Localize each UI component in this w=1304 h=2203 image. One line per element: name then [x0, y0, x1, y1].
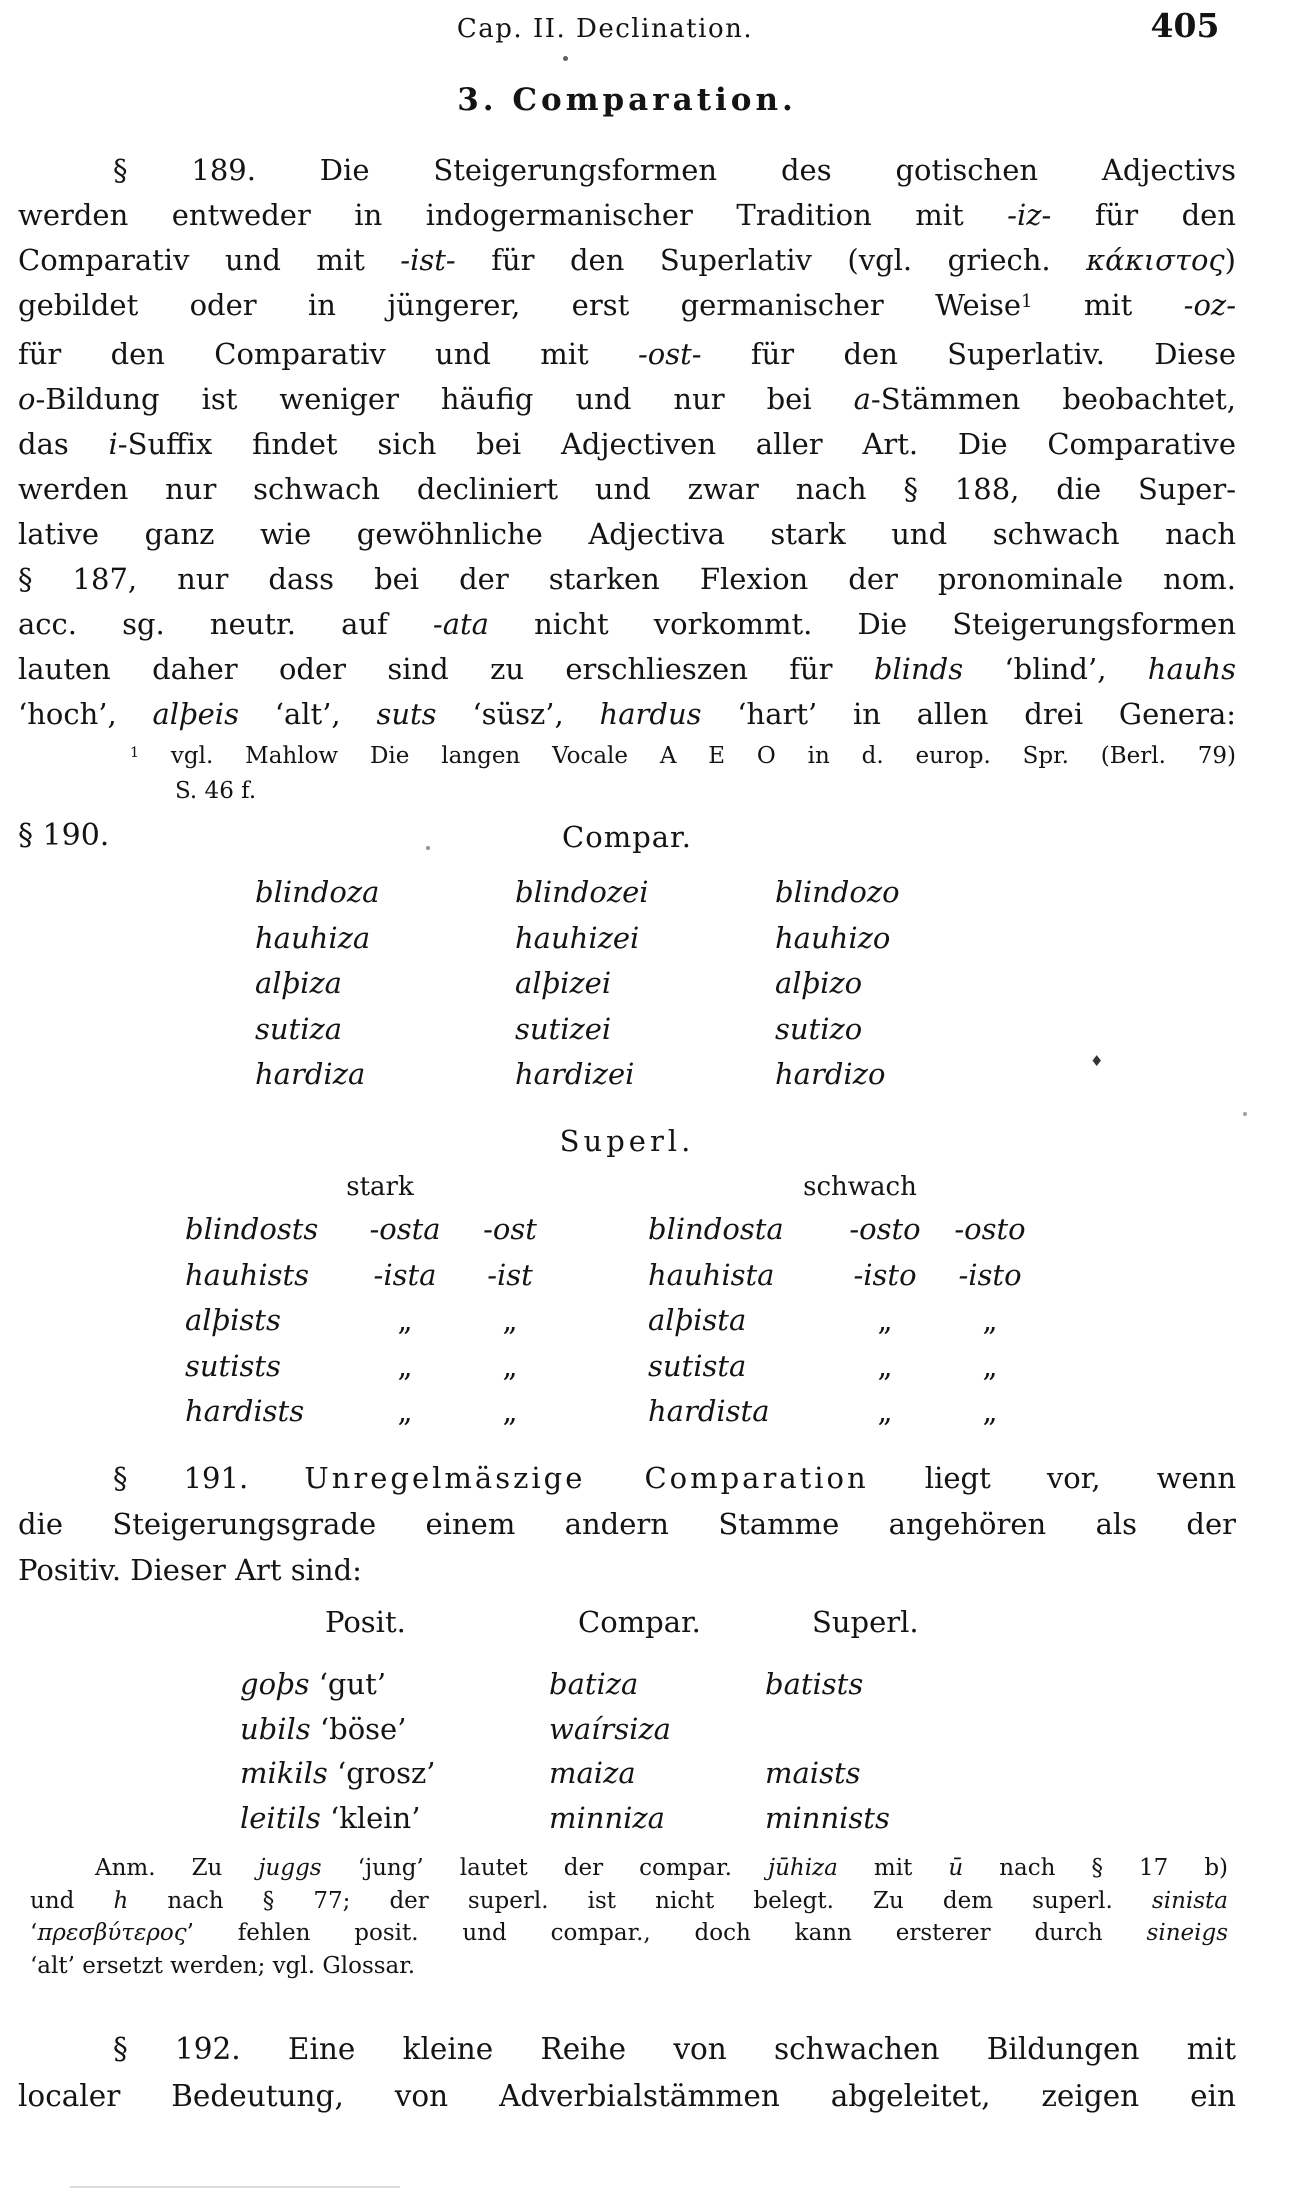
paradigm-cell: blindosta — [648, 1212, 784, 1246]
ditto-mark: „ — [982, 1348, 998, 1383]
ditto-mark: „ — [397, 1303, 413, 1337]
text-line: gebildet oder in jüngerer, erst germanischer Weise$^1$ mit -oz- — [18, 288, 1236, 322]
table-row — [648, 1344, 1045, 1390]
ditto-mark: „ — [502, 1303, 518, 1337]
superlative-table-heading: Superl. — [559, 1124, 695, 1158]
paradigm-cell: -osta — [369, 1212, 441, 1246]
table-row — [648, 1389, 1045, 1435]
paradigm-cell: hardists — [185, 1394, 305, 1428]
paradigm-cell: alþizei — [515, 966, 612, 1000]
table-row — [648, 1298, 1045, 1344]
paradigm-cell: leitils ‘klein’ — [240, 1800, 421, 1835]
table-row — [240, 1796, 1236, 1841]
comparative-table-heading: Compar. — [562, 820, 692, 854]
section-heading: 3. Comparation. — [457, 82, 797, 118]
paradigm-cell: blindozei — [515, 875, 649, 909]
ditto-mark: „ — [877, 1303, 893, 1337]
paradigm-cell: hardizo — [775, 1057, 886, 1091]
paradigm-cell: mikils ‘grosz’ — [240, 1756, 436, 1790]
paradigm-cell: alþiza — [255, 966, 342, 1000]
table-row — [185, 1207, 565, 1253]
superlative-weak-table — [648, 1207, 1045, 1435]
paradigm-cell: -isto — [958, 1257, 1022, 1292]
paradigm-cell: hardiza — [255, 1057, 366, 1091]
paradigm-cell: hardista — [648, 1394, 770, 1428]
paragraph-190-label: § 190. — [18, 818, 110, 853]
column-header-posit: Posit. — [325, 1605, 406, 1639]
table-row — [648, 1253, 1045, 1299]
paradigm-cell — [765, 1707, 1236, 1752]
paradigm-cell: -ist — [487, 1257, 533, 1292]
scan-speck — [563, 56, 568, 61]
text-line: § 192. Eine kleine Reihe von schwachen Bildungen mit — [113, 2032, 1236, 2066]
running-header: Cap. II. Declination. — [456, 14, 754, 44]
paradigm-cell: hauhizei — [515, 920, 640, 955]
ditto-mark: „ — [982, 1303, 998, 1337]
ditto-mark: „ — [877, 1394, 893, 1428]
paradigm-cell: -ista — [373, 1257, 437, 1292]
paradigm-cell: batiza — [549, 1667, 639, 1701]
ditto-mark: „ — [877, 1348, 893, 1383]
paradigm-cell: alþists — [185, 1303, 281, 1337]
paradigm-cell: waírsiza — [549, 1711, 671, 1746]
paradigm-cell: sutizei — [515, 1011, 612, 1046]
ditto-mark: „ — [502, 1394, 518, 1428]
paradigm-cell: -osto — [954, 1212, 1026, 1246]
text-line: Positiv. Dieser Art sind: — [18, 1553, 362, 1587]
annotation-line: ‘πρεσβύτερος’ fehlen posit. und compar., doch kann ersterer durch sineigs — [30, 1920, 1228, 1946]
annotation-line: Anm. Zu juggs ‘jung’ lautet der compar. jūhiza mit ū nach § 17 b) — [95, 1855, 1229, 1881]
text-line: § 189. Die Steigerungsformen des gotischen Adjectivs — [113, 153, 1236, 187]
irregular-table-header — [0, 1605, 1304, 1650]
scan-speck — [426, 846, 430, 850]
superlative-strong-table — [185, 1207, 565, 1435]
text-line: lauten daher oder sind zu erschlieszen für blinds ‘blind’, hauhs — [18, 652, 1236, 686]
paradigm-cell: hauhizo — [775, 920, 891, 955]
comparative-paradigm-table — [18, 870, 1236, 1098]
page-number: 405 — [1150, 6, 1220, 45]
paradigm-cell: goþs ‘gut’ — [240, 1667, 387, 1701]
paradigm-cell: blindozo — [775, 875, 900, 909]
scan-speck — [1243, 1112, 1247, 1116]
ditto-mark: „ — [397, 1348, 413, 1383]
paradigm-cell: blindoza — [255, 875, 380, 909]
paradigm-cell: minnists — [765, 1800, 890, 1835]
paradigm-cell: -ost — [483, 1212, 537, 1246]
paradigm-cell: ubils ‘böse’ — [240, 1711, 407, 1746]
column-label-schwach: schwach — [803, 1172, 917, 1202]
footnote-line: $^1$ vgl. Mahlow Die langen Vocale A E O in d. europ. Spr. (Berl. 79) — [130, 743, 1236, 769]
paradigm-cell: -osto — [849, 1212, 921, 1246]
paradigm-cell: blindosts — [185, 1212, 319, 1246]
text-line: die Steigerungsgrade einem andern Stamme angehören als der — [18, 1507, 1236, 1541]
paradigm-cell: maiza — [549, 1756, 636, 1790]
text-line: § 191. Unregelmäszige Comparation liegt vor, wenn — [113, 1461, 1237, 1495]
text-line: das i-Suffix findet sich bei Adjectiven aller Art. Die Comparative — [18, 427, 1236, 461]
paradigm-cell: hauhista — [648, 1257, 775, 1292]
table-row — [255, 916, 1236, 962]
text-line: ‘hoch’, alþeis ‘alt’, suts ‘süsz’, hardus ‘hart’ in allen drei Genera: — [18, 697, 1237, 731]
annotation-line: ‘alt’ ersetzt werden; vgl. Glossar. — [30, 1952, 416, 1979]
paradigm-cell: sutizo — [775, 1011, 863, 1046]
paradigm-cell: hardizei — [515, 1057, 635, 1091]
irregular-comparison-table — [18, 1662, 1236, 1840]
footnote-line: S. 46 f. — [175, 778, 257, 804]
diamond-ornament: ♦ — [1090, 1052, 1104, 1070]
annotation-line: und h nach § 77; der superl. ist nicht belegt. Zu dem superl. sinista — [30, 1887, 1228, 1914]
paragraph-191 — [18, 1455, 1236, 1593]
paradigm-cell: sutists — [185, 1348, 281, 1383]
table-row — [255, 961, 1236, 1007]
footnote — [18, 740, 1236, 807]
text-line: werden nur schwach decliniert und zwar nach § 188, die Super- — [18, 472, 1236, 506]
table-row — [255, 870, 1236, 916]
column-header-superl: Superl. — [812, 1605, 919, 1639]
paradigm-cell: minniza — [549, 1800, 665, 1835]
table-row — [185, 1298, 565, 1344]
table-row — [185, 1344, 565, 1390]
table-row — [255, 1052, 1236, 1098]
paradigm-cell: alþizo — [775, 966, 863, 1000]
paradigm-cell: alþista — [648, 1303, 747, 1337]
paragraph-189 — [18, 148, 1236, 737]
column-label-stark: stark — [346, 1172, 414, 1202]
annotation — [30, 1852, 1228, 1982]
column-header-compar: Compar. — [578, 1605, 701, 1639]
text-line: § 187, nur dass bei der starken Flexion der pronominale nom. — [18, 562, 1236, 596]
paradigm-cell: sutiza — [255, 1011, 343, 1046]
table-row — [648, 1207, 1045, 1253]
text-line: o-Bildung ist weniger häufig und nur bei a-Stämmen beobachtet, — [18, 382, 1236, 416]
text-line: acc. sg. neutr. auf -ata nicht vorkommt. Die Steigerungsformen — [18, 607, 1236, 641]
paradigm-cell: -isto — [853, 1257, 917, 1292]
ditto-mark: „ — [502, 1348, 518, 1383]
text-line: für den Comparativ und mit -ost- für den Superlativ. Diese — [18, 337, 1236, 371]
table-row — [185, 1389, 565, 1435]
paragraph-192 — [18, 2026, 1236, 2120]
ditto-mark: „ — [397, 1394, 413, 1428]
paradigm-cell: maists — [765, 1756, 861, 1790]
paradigm-cell: sutista — [648, 1348, 747, 1383]
text-line: localer Bedeutung, von Adverbialstämmen abgeleitet, zeigen ein — [18, 2079, 1236, 2113]
text-line: lative ganz wie gewöhnliche Adjectiva stark und schwach nach — [18, 517, 1236, 551]
paradigm-cell: hauhiza — [255, 920, 371, 955]
table-row — [185, 1253, 565, 1299]
scan-edge-artifact — [70, 2186, 400, 2188]
ditto-mark: „ — [982, 1394, 998, 1428]
text-line: werden entweder in indogermanischer Tradition mit -iz- für den — [18, 198, 1236, 232]
paradigm-cell: hauhists — [185, 1257, 310, 1292]
paradigm-cell: batists — [765, 1667, 864, 1701]
text-line: Comparativ und mit -ist- für den Superlativ (vgl. griech. κάκιστος) — [18, 243, 1236, 277]
table-row — [240, 1707, 1236, 1752]
table-row — [255, 1007, 1236, 1053]
table-row — [240, 1662, 1236, 1707]
table-row — [240, 1751, 1236, 1796]
